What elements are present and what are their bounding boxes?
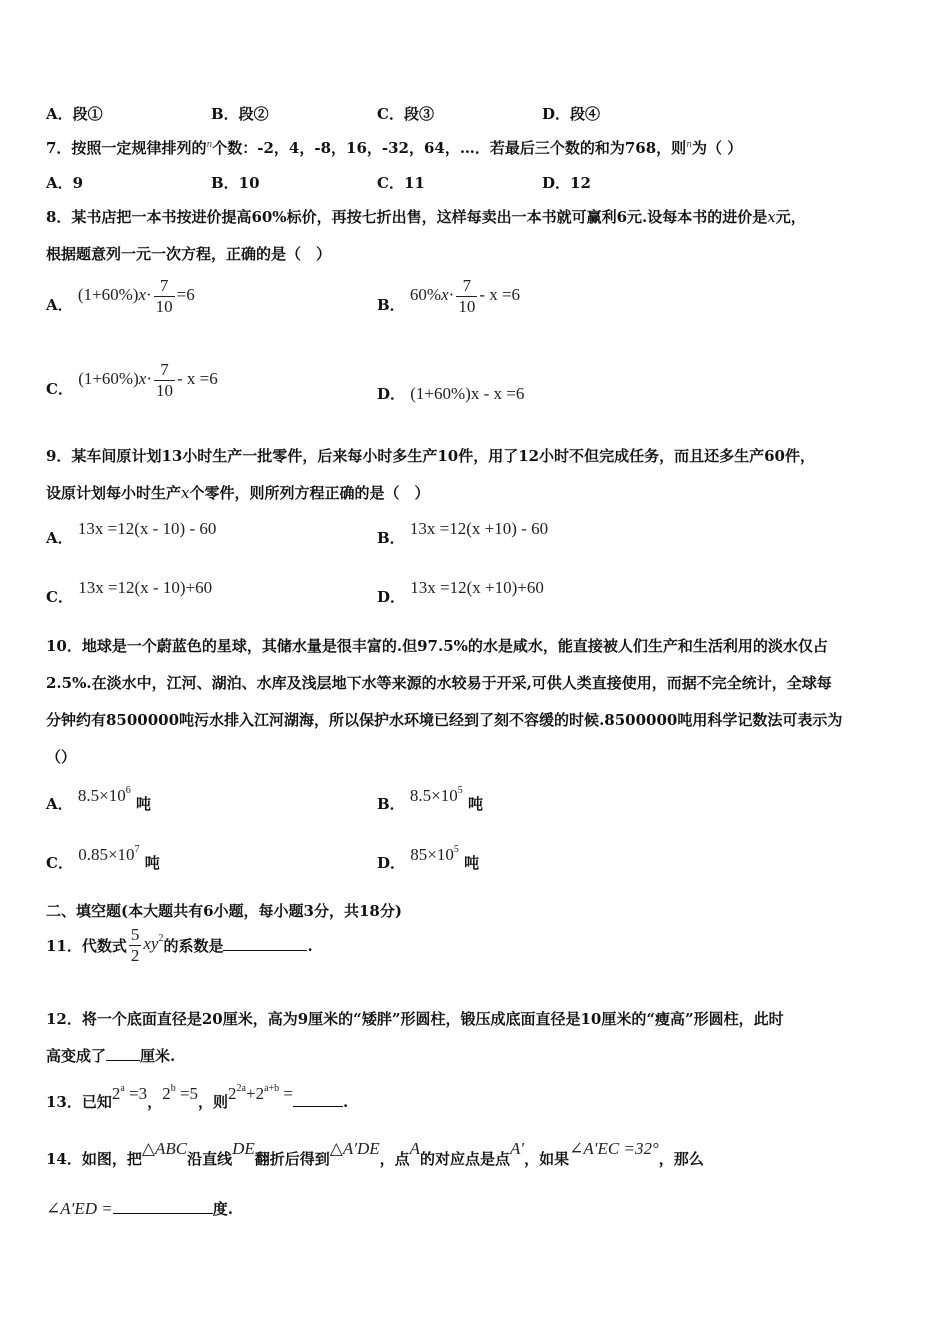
q13-plus: +	[246, 1084, 256, 1103]
q8-a-frac	[154, 276, 175, 317]
q11-exp: 2	[158, 933, 164, 945]
q11-answer-blank[interactable]	[223, 936, 307, 951]
q14-stem-line2	[46, 1198, 233, 1219]
q8-option-a-math: (1+60%)x· $\frac{7}{10}$ =6	[77, 276, 195, 316]
q10-option-a-label: A．	[46, 795, 73, 813]
q8-c-post: - x =6	[176, 369, 218, 389]
q9-line2-pre: 设原计划每小时生产	[46, 484, 182, 502]
q9-option-b-math: 13x =12(x +10) - 60	[409, 519, 549, 538]
q12-line2-pre: 高变成了	[46, 1047, 107, 1065]
q14-fold: 翻折后得到	[254, 1150, 330, 1168]
q8-b-frac-num: 7	[456, 276, 477, 297]
q10-option-d-label: D．	[377, 854, 406, 872]
q7-option-b[interactable]: B．10	[211, 174, 260, 192]
q13-e1-exp: a	[120, 1083, 125, 1094]
q10-option-b-math	[410, 786, 463, 805]
q13-stem	[46, 1083, 349, 1111]
q14-angle-a-prime-ec: ∠A′EC =32°	[569, 1139, 659, 1158]
q13-e2-base: 2	[162, 1084, 171, 1103]
q7-var-n: n	[206, 140, 213, 150]
q13-answer-blank[interactable]	[293, 1092, 343, 1107]
q10-option-a[interactable]	[46, 785, 151, 813]
q7-option-d[interactable]: D．12	[542, 174, 591, 192]
q10-option-b[interactable]	[377, 785, 484, 813]
q13-then: ，则	[198, 1093, 229, 1111]
q9-stem-line1: 9．某车间原计划13小时生产一批零件，后来每小时多生产10件，用了12小时不但完成任务，而且还多生产60件，	[46, 447, 815, 465]
q7-text-mid: 个数：-2，4，-8，16，-32，64，…．若最后三个数的和为768，则	[212, 139, 687, 157]
q7-var-n-2: n	[686, 140, 692, 150]
q10-option-d-math	[410, 845, 459, 864]
q13-e2-rhs: =5	[179, 1084, 199, 1103]
q9-option-b-label: B．	[377, 529, 405, 547]
q14-corresponding: 的对应点是点	[420, 1150, 511, 1168]
q9-option-c-math: 13x =12(x - 10)+60	[78, 578, 213, 597]
q9-option-a-label: A．	[46, 529, 73, 547]
q6-option-a[interactable]: A．段①	[46, 105, 103, 123]
q13-sep: ，	[147, 1093, 163, 1111]
q8-b-pre: 60%	[409, 285, 442, 305]
q14-line-de: DE	[232, 1139, 255, 1158]
q11-frac-den: 2	[130, 946, 140, 965]
q13-e1-rhs: =3	[129, 1084, 148, 1103]
q8-c-frac-num: 7	[154, 360, 175, 381]
q8-option-b-math: 60%x· $\frac{7}{10}$ - x =6	[409, 276, 521, 316]
q10-b-base: 8.5×10	[409, 786, 458, 805]
q8-option-d-math: (1+60%)x - x =6	[410, 384, 525, 403]
q10-d-base: 85×10	[410, 845, 454, 864]
q9-option-c-label: C．	[46, 588, 73, 606]
q8-option-b-label: B．	[377, 296, 405, 315]
q8-stem-line1	[46, 206, 806, 227]
q8-option-c-label: C．	[46, 380, 73, 399]
q9-option-b[interactable]	[377, 518, 549, 547]
q10-stem-line3: 分钟约有8500000吨污水排入江河湖海，所以保护水环境已经到了刻不容缓的时候.8500000吨用科学记数法可表示为	[46, 711, 843, 729]
q10-b-exp: 5	[457, 785, 463, 796]
q11-pre: 11．代数式	[46, 937, 127, 956]
q8-option-d-label: D．	[377, 385, 406, 403]
q10-option-c[interactable]	[46, 844, 160, 872]
q6-option-c[interactable]: C．段③	[377, 105, 434, 123]
q14-if: ，如果	[524, 1150, 570, 1168]
q14-pre: 14．如图，把	[46, 1150, 142, 1168]
q12-line2-post: 厘米.	[140, 1047, 176, 1065]
q9-option-d-math: 13x =12(x +10)+60	[410, 578, 544, 597]
q8-b-frac-den: 10	[458, 297, 476, 316]
q10-a-unit: 吨	[135, 795, 151, 813]
q10-option-a-math	[78, 786, 131, 805]
q12-answer-blank[interactable]	[106, 1046, 140, 1061]
q13-math-2	[162, 1084, 198, 1103]
q8-option-b[interactable]	[377, 276, 520, 317]
q10-stem-line2: 2.5%.在淡水中，江河、湖泊、水库及浅层地下水等来源的水较易于开采,可供人类直接使用，而据不完全统计，全球每	[46, 674, 832, 692]
q8-a-frac-den: 10	[155, 297, 173, 316]
q8-option-c-math: (1+60%)x· $\frac{7}{10}$ - x =6	[78, 360, 218, 400]
q9-var-x: x	[181, 484, 190, 502]
q13-pre: 13．已知	[46, 1093, 112, 1111]
q8-var-x: x	[767, 208, 776, 226]
q11-var: xy	[143, 934, 159, 954]
q8-c-frac-den: 10	[155, 381, 173, 400]
q11-math	[127, 925, 164, 965]
q8-a-frac-num: 7	[154, 276, 175, 297]
q7-option-c[interactable]: C．11	[377, 174, 425, 192]
q10-c-unit: 吨	[144, 854, 160, 872]
q10-c-exp: 7	[134, 844, 140, 855]
q9-option-a[interactable]	[46, 518, 217, 547]
q14-comma-point: ，点	[379, 1150, 410, 1168]
q11-frac-num: 5	[130, 925, 140, 944]
q10-option-d[interactable]	[377, 844, 480, 872]
q13-math-1	[112, 1084, 147, 1103]
q8-b-post: - x =6	[479, 285, 521, 305]
q13-e3a-base: 2	[228, 1084, 237, 1103]
q7-text-post: 为（ ）	[691, 139, 743, 157]
q14-angle-a-prime-ed: ∠A′ED =	[46, 1199, 113, 1218]
q8-line1-text: 8．某书店把一本书按进价提高60%标价，再按七折出售，这样每卖出一本书就可赢利6元.设每本书的进价是	[46, 208, 768, 226]
q12-stem-line2	[46, 1045, 175, 1066]
q9-option-c[interactable]	[46, 577, 213, 606]
q14-answer-blank[interactable]	[113, 1199, 213, 1214]
q10-b-unit: 吨	[468, 795, 484, 813]
q7-text-pre: 7．按照一定规律排列的	[46, 139, 207, 157]
q10-d-unit: 吨	[464, 854, 480, 872]
q8-stem-line2: 根据题意列一元一次方程，正确的是（ ）	[46, 245, 332, 263]
q7-option-a[interactable]: A．9	[46, 174, 84, 192]
q8-a-pre: (1+60%)	[77, 285, 139, 305]
q8-line1-end: 元，	[775, 208, 806, 226]
q14-point-a: A	[409, 1139, 421, 1158]
q11-stem	[46, 925, 313, 966]
q13-math-3	[228, 1084, 293, 1103]
q10-a-exp: 6	[125, 785, 131, 796]
q8-option-d[interactable]	[377, 383, 524, 404]
q14-triangle-a-prime-de: △A′DE	[329, 1139, 380, 1158]
q6-option-b[interactable]: B．段②	[211, 105, 269, 123]
q14-point-a-prime: A′	[510, 1139, 525, 1158]
q8-a-post: =6	[176, 285, 195, 305]
q14-triangle-abc: △ABC	[141, 1139, 188, 1158]
q11-frac	[129, 925, 142, 966]
q10-option-c-label: C．	[46, 854, 73, 872]
q6-option-d[interactable]: D．段④	[542, 105, 601, 123]
q13-e2-exp: b	[170, 1083, 176, 1094]
q9-option-d[interactable]	[377, 577, 544, 606]
q10-a-base: 8.5×10	[77, 786, 126, 805]
q8-c-frac	[154, 360, 175, 401]
q14-along: 沿直线	[187, 1150, 233, 1168]
q8-option-c[interactable]	[46, 360, 218, 401]
q14-unit: 度.	[212, 1200, 233, 1218]
q10-d-exp: 5	[453, 844, 459, 855]
q14-then: ，那么	[658, 1150, 704, 1168]
q13-e3a-exp: 2a	[236, 1083, 246, 1094]
q14-stem-line1	[46, 1138, 704, 1168]
section2-title: 二、填空题(本大题共有6小题，每小题3分，共18分)	[46, 902, 402, 920]
q8-option-a-label: A．	[46, 296, 73, 315]
q11-end: .	[307, 937, 313, 956]
q10-stem-line1: 10．地球是一个蔚蓝色的星球，其储水量是很丰富的.但97.5%的水是咸水，能直接被人们生产和生活利用的淡水仅占	[46, 637, 828, 655]
q13-e3b-exp: a+b	[264, 1083, 280, 1094]
q9-stem-line2	[46, 482, 430, 503]
q8-b-frac	[456, 276, 477, 317]
q13-end: .	[343, 1093, 349, 1111]
q13-eq: =	[283, 1084, 294, 1103]
q9-line2-post: 个零件，则所列方程正确的是（ ）	[189, 484, 430, 502]
q8-option-a[interactable]	[46, 276, 195, 317]
q7-stem	[46, 137, 742, 158]
q8-c-pre: (1+60%)	[78, 369, 139, 389]
q9-option-d-label: D．	[377, 588, 406, 606]
q10-option-c-math	[78, 845, 139, 864]
q10-c-base: 0.85×10	[78, 845, 135, 864]
q9-option-a-math: 13x =12(x - 10) - 60	[77, 519, 217, 538]
q10-stem-line4: （）	[46, 748, 77, 766]
q10-option-b-label: B．	[377, 795, 405, 813]
q11-post: 的系数是	[163, 937, 224, 956]
q12-stem-line1: 12．将一个底面直径是20厘米，高为9厘米的“矮胖”形圆柱，锻压成底面直径是10厘米的“瘦高”形圆柱，此时	[46, 1010, 784, 1028]
q13-e3b-base: 2	[255, 1084, 265, 1103]
q13-e1-base: 2	[111, 1084, 121, 1103]
